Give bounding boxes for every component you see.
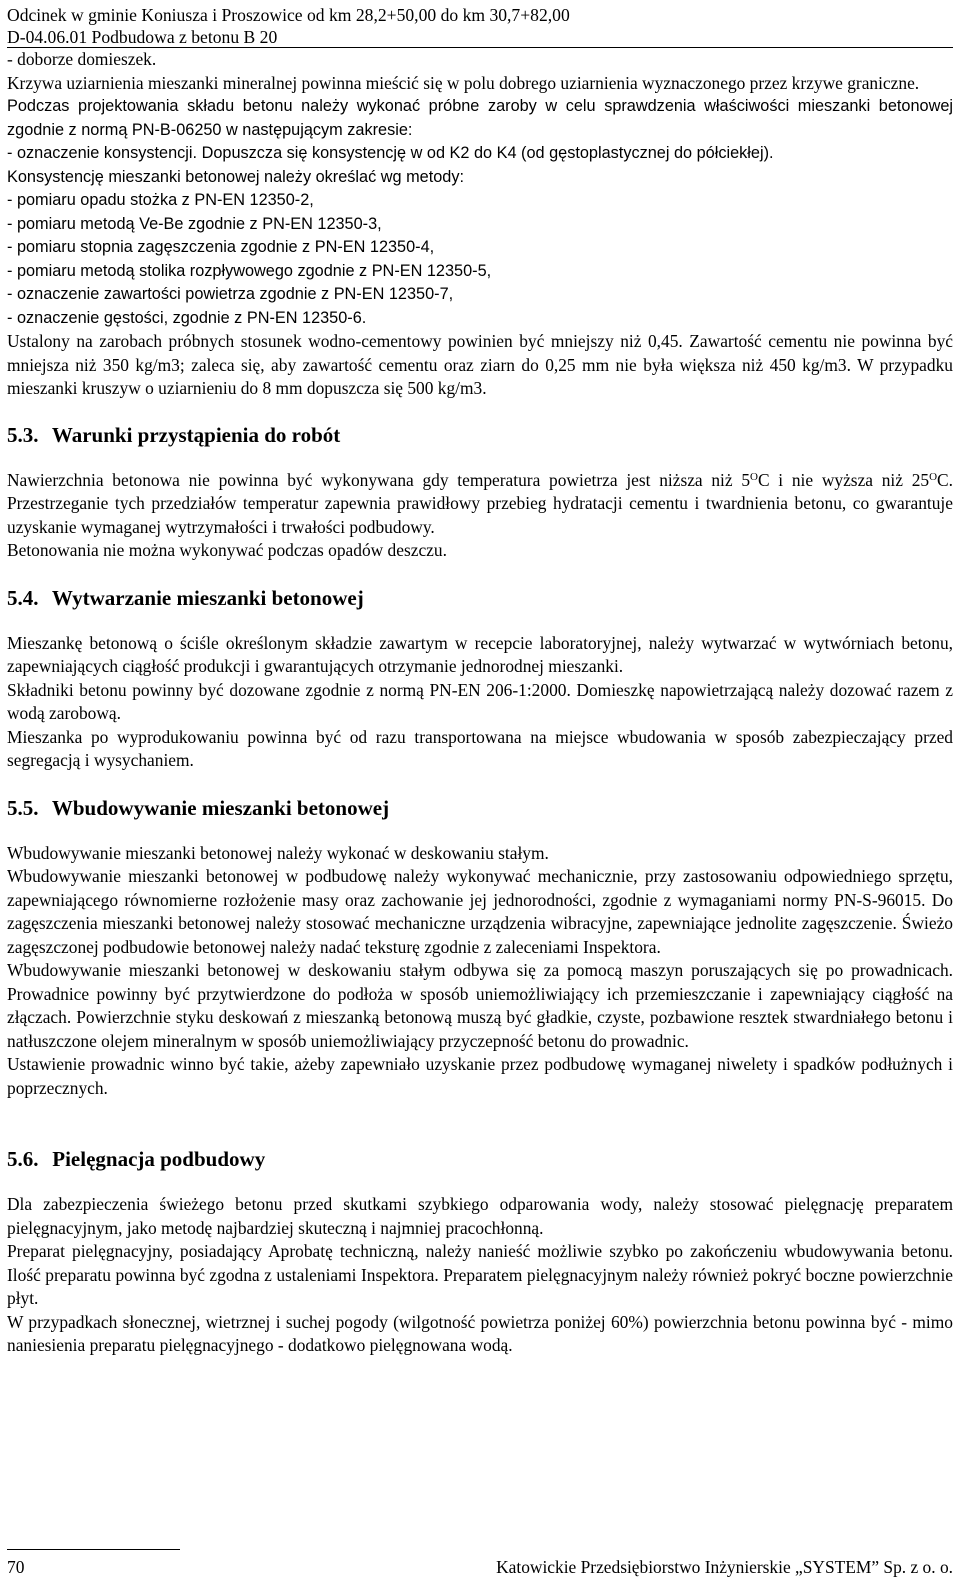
document-body: [7, 48, 953, 1358]
paragraph-ustalony: Ustalony na zarobach próbnych stosunek wodno-cementowy powinien być mniejszy niż 0,45. Zawartość cementu nie powinna być mniejsza niż 350 kg/m3; zaleca się, aby zawartość cementu oraz ziarn do 0,25 mm nie była większa niż 450 kg/m3. W przypadku mieszanki kruszyw o uziarnieniu do 8 mm dopuszcza się 500 kg/m3.: [7, 331, 953, 398]
section-heading-5-4: [7, 585, 953, 611]
paragraph-deskowanie: Wbudowywanie mieszanki betonowej należy wykonać w deskowaniu stałym.: [7, 842, 549, 863]
list-intro-metody: Konsystencję mieszanki betonowej należy określać wg metody:: [7, 167, 465, 186]
text-dopuszcza: Dopuszcza się konsystencję w od K2 do K4 (od gęstoplastycznej do półciekłej).: [201, 144, 774, 162]
page-header: [7, 4, 953, 48]
section-title: Warunki przystąpienia do robót: [51, 422, 341, 447]
paragraph-niweleta: Ustawienie prowadnic winno być takie, ażeby zapewniało uzyskanie przez podbudowę wymaganej niwelety i spadków podłużnych i poprzecznych.: [7, 1054, 953, 1098]
text-segment: C. Przestrzeganie tych przedziałów temperatur zapewnia prawidłowy przebieg hydratacji cementu i twardnienia betonu, co gwarantuje uzyskanie wymaganej wytrzymałości i trwałości podbudowy.: [7, 469, 953, 537]
section-title: Wytwarzanie mieszanki betonowej: [51, 585, 364, 610]
list-item-metoda-6: - oznaczenie gęstości, zgodnie z PN-EN 12350-6.: [7, 308, 367, 327]
section-number: 5.6.: [7, 1147, 39, 1171]
paragraph-mechanicznie: Wbudowywanie mieszanki betonowej w podbudowę należy wykonywać mechanicznie, przy zastosowaniu odpowiedniego sprzętu, zapewniającego równomierne rozłożenie masy oraz zachowanie jej jednorodności, zgodnie z wymaganiami normy PN-S-96015. Do zagęszczenia mieszanki betonowej należy stosować mechaniczne urządzenia wibracyjne, zapewniające jednolite zagęszczenie. Świeżo zagęszczonej podbudowie betonowej należy nadać teksturę zgodnie z zaleceniami Inspektora.: [7, 866, 953, 957]
paragraph-temperatura: [7, 469, 953, 540]
section-heading-5-5: [7, 795, 953, 821]
paragraph-zabezpieczenie: Dla zabezpieczenia świeżego betonu przed skutkami szybkiego odparowania wody, należy stosować pielęgnację preparatem pielęgnacyjnym, jako metodę najbardziej skuteczną i najmniej pracochłonną.: [7, 1194, 953, 1238]
section-number: 5.3.: [7, 422, 39, 447]
paragraph-deszcz: Betonowania nie można wykonywać podczas opadów deszczu.: [7, 540, 447, 560]
page-number: 70: [7, 1557, 25, 1577]
section-heading-5-3: [7, 422, 953, 448]
text-segment: C i nie wyższa niż 25: [757, 469, 930, 490]
paragraph-wytwarzanie: Mieszankę betonową o ściśle określonym składzie zawartym w recepcie laboratoryjnej, należy wytwarzać w wytwórniach betonu, zapewniających ciągłość produkcji i gwarantujących otrzymanie jednorodnej mieszanki.: [7, 632, 953, 676]
paragraph-pogoda: W przypadkach słonecznej, wietrznej i suchej pogody (wilgotność powietrza poniżej 60%) powierzchnia betonu powinna być - mimo naniesienia preparatu pielęgnacyjnego - dodatkowo pielęgnowana wodą.: [7, 1311, 953, 1355]
section-heading-5-6: [7, 1146, 953, 1172]
list-item-metoda-5: - oznaczenie zawartości powietrza zgodnie z PN-EN 12350-7,: [7, 285, 454, 303]
degree-mark: O: [750, 470, 758, 483]
text-segment: Nawierzchnia betonowa nie powinna być wykonywana gdy temperatura powietrza jest niższa niż 5: [7, 469, 751, 490]
section-title: Pielęgnacja podbudowy: [52, 1147, 266, 1171]
list-item-metoda-3: - pomiaru stopnia zagęszczenia zgodnie z PN-EN 12350-4,: [7, 238, 435, 256]
paragraph-preparat: Preparat pielęgnacyjny, posiadający Aprobatę techniczną, należy nanieść możliwie szybko po zakończeniu wbudowywania betonu. Ilość preparatu powinna być zgodna z ustaleniami Inspektora. Preparatem pielęgnacyjnym należy również pokryć boczne powierzchnie płyt.: [7, 1241, 953, 1308]
list-item-oznaczenie: - oznaczenie konsystencji.: [7, 144, 198, 162]
paragraph-konsystencja: [7, 142, 953, 166]
header-title: Odcinek w gminie Koniusza i Proszowice od km 28,2+50,00 do km 30,7+82,00: [7, 5, 570, 25]
company-name: Katowickie Przedsiębiorstwo Inżynierskie „SYSTEM” Sp. z o. o.: [496, 1557, 953, 1577]
paragraph-prowadnice: Wbudowywanie mieszanki betonowej w deskowaniu stałym odbywa się za pomocą maszyn poruszających się po prowadnicach. Prowadnice powinny być przytwierdzone do podłoża w sposób uniemożliwiający ich przemieszczanie i zapewniający ciągłość na złączach. Powierzchnie styku deskowań z mieszanką betonową muszą być gładkie, czyste, pozbawione resztek stwardniałego betonu i natłuszczone olejem mineralnym w sposób uniemożliwiający przyczepność betonu do prowadnic.: [7, 960, 953, 1051]
paragraph-krzywa: Krzywa uziarnienia mieszanki mineralnej powinna mieścić się w polu dobrego uziarnienia wyznaczonego przez krzywe graniczne.: [7, 72, 920, 93]
footer-divider: [7, 1549, 180, 1550]
header-spec: D-04.06.01 Podbudowa z betonu B 20: [7, 27, 278, 47]
list-item-metoda-2: - pomiaru metodą Ve-Be zgodnie z PN-EN 12350-3,: [7, 214, 382, 233]
degree-mark: O: [929, 470, 938, 483]
paragraph-transport: Mieszanka po wyprodukowaniu powinna być od razu transportowana na miejsce wbudowania w sposób zabezpieczający przed segregacją i wysychaniem.: [7, 726, 953, 770]
section-number: 5.4.: [7, 585, 39, 610]
paragraph-dozowanie: Składniki betonu powinny być dozowane zgodnie z normą PN-EN 206-1:2000. Domieszkę napowietrzającą należy dozować razem z wodą zarobową.: [7, 679, 953, 723]
list-item-metoda-1: - pomiaru opadu stożka z PN-EN 12350-2,: [7, 191, 314, 209]
paragraph-projektowanie: Podczas projektowania składu betonu należy wykonać próbne zaroby w celu sprawdzenia właściwości mieszanki betonowej zgodnie z normą PN-B-06250 w następującym zakresie:: [7, 97, 953, 139]
list-item-doborze: - doborze domieszek.: [7, 49, 157, 69]
list-item-metoda-4: - pomiaru metodą stolika rozpływowego zgodnie z PN-EN 12350-5,: [7, 261, 492, 280]
section-number: 5.5.: [7, 795, 39, 820]
section-title: Wbudowywanie mieszanki betonowej: [51, 795, 390, 820]
